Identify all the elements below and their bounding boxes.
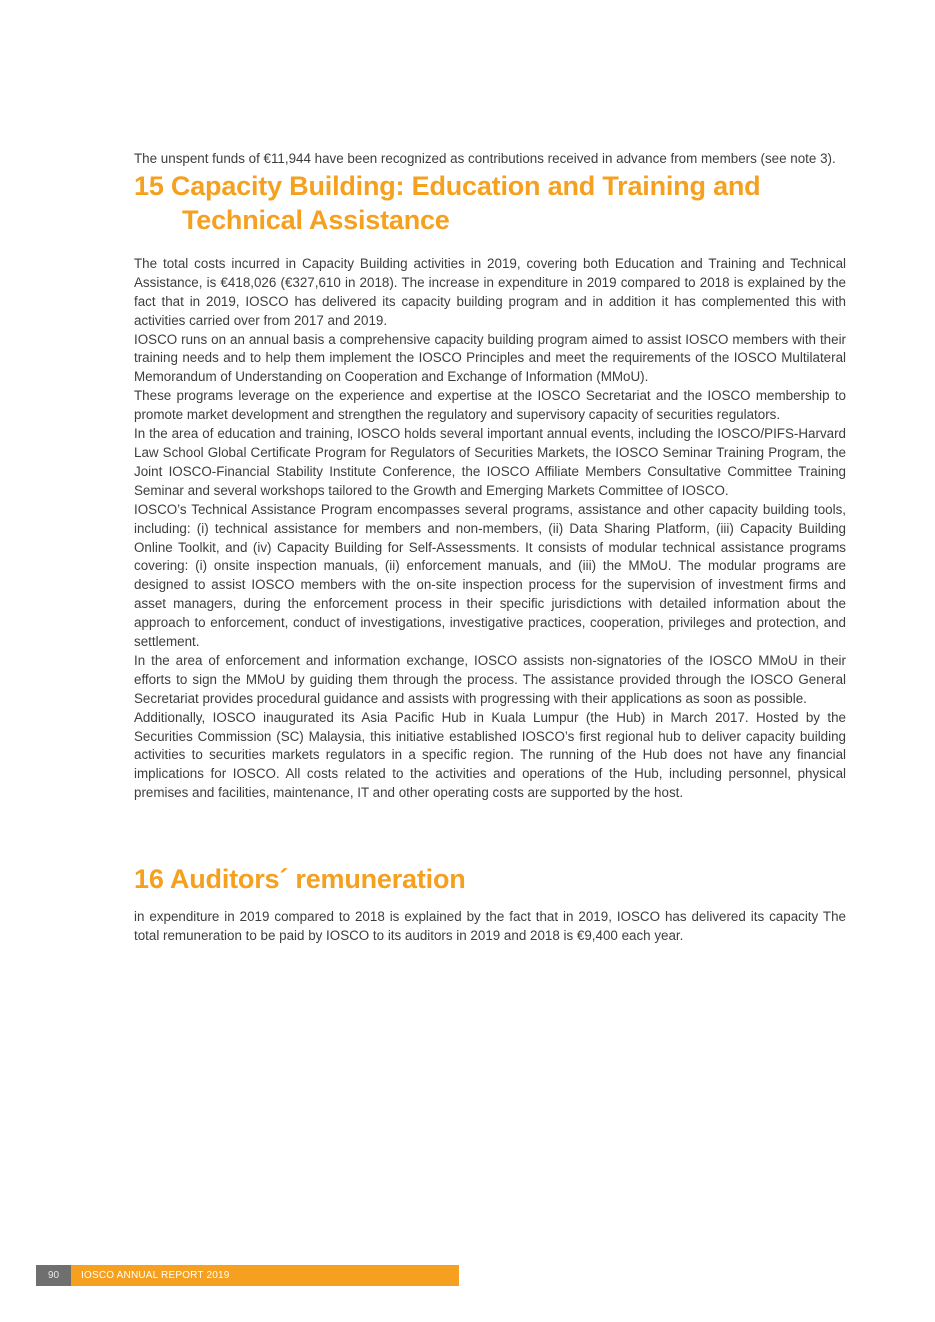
section-15-paragraph: IOSCO’s Technical Assistance Program encompasses several programs, assistance and other capacity building tools, including: (i) technical assistance for members and non-members, (ii) Data Sharing Platform, (iii) Capacity Building Online Toolkit, and (iv) Capacity Building for Self-Assessments. It consists of modular technical assistance programs covering: (i) onsite inspection manuals, (ii) enforcement manuals, and (iii) the MMoU. The modular programs are designed to assist IOSCO members with the on-site inspection process for the supervision of investment firms and asset managers, during the enforcement process in their specific jurisdictions with detailed information about the approach to enforcement, conduct of investigations, investigative practices, cooperation, privileges and protection, and settlement. [134,501,846,650]
section-15-heading-line2: Technical Assistance [182,204,450,235]
section-16-heading: 16 Auditors´ remuneration [134,864,466,895]
section-16 [134,862,846,946]
section-15 [134,169,846,803]
section-15-paragraph: These programs leverage on the experience and expertise at the IOSCO Secretariat and the IOSCO membership to promote market development and strengthen the regulatory and supervisory capacity of securities regulators. [134,388,846,423]
page-footer [36,1265,459,1286]
section-15-heading [134,169,846,237]
page-number: 90 [36,1265,71,1286]
section-15-paragraph: In the area of enforcement and information exchange, IOSCO assists non-signatories of the IOSCO MMoU in their efforts to sign the MMoU by guiding them through the process. The assistance provided through the IOSCO General Secretariat provides procedural guidance and assists with progressing with their applications as soon as possible. [134,652,846,706]
section-15-paragraph: IOSCO runs on an annual basis a comprehensive capacity building program aimed to assist IOSCO members with their training needs and to help them implement the IOSCO Principles and meet the requirements of the IOSCO Multilateral Memorandum of Understanding on Cooperation and Exchange of Information (MMoU). [134,331,846,385]
section-15-paragraph: The total costs incurred in Capacity Building activities in 2019, covering both Education and Training and Technical Assistance, is €418,026 (€327,610 in 2018). The increase in expenditure in 2019 compared to 2018 is explained by the fact that in 2019, IOSCO has delivered its capacity building program and in addition it has complemented this with activities carried over from 2017 and 2019. [134,255,846,328]
section-15-paragraph: In the area of education and training, IOSCO holds several important annual events, including the IOSCO/PIFS-Harvard Law School Global Certificate Program for Regulators of Securities Markets, the IOSCO Seminar Training Program, the Joint IOSCO-Financial Stability Institute Conference, the IOSCO Affiliate Members Consultative Committee Training Seminar and several workshops tailored to the Growth and Emerging Markets Committee of IOSCO. [134,426,846,498]
section-15-paragraph: Additionally, IOSCO inaugurated its Asia Pacific Hub in Kuala Lumpur (the Hub) in March 2017. Hosted by the Securities Commission (SC) Malaysia, this initiative established IOSCO’s first regional hub to deliver capacity building activities to securities markets regulators in a specific region. The running of the Hub does not have any financial implications for IOSCO. All costs related to the activities and operations of the Hub, including personnel, physical premises and facilities, maintenance, IT and other operating costs are supported by the host. [134,709,846,801]
page-content [134,150,846,946]
footer-report-title: IOSCO ANNUAL REPORT 2019 [71,1265,459,1286]
section-16-paragraph: in expenditure in 2019 compared to 2018 is explained by the fact that in 2019, IOSCO has delivered its capacity The total remuneration to be paid by IOSCO to its auditors in 2019 and 2018 is €9,400 each year. [134,909,846,944]
section-15-heading-line1: 15 Capacity Building: Education and Training and [134,170,761,201]
intro-paragraph: The unspent funds of €11,944 have been recognized as contributions received in advance from members (see note 3). [134,151,836,166]
